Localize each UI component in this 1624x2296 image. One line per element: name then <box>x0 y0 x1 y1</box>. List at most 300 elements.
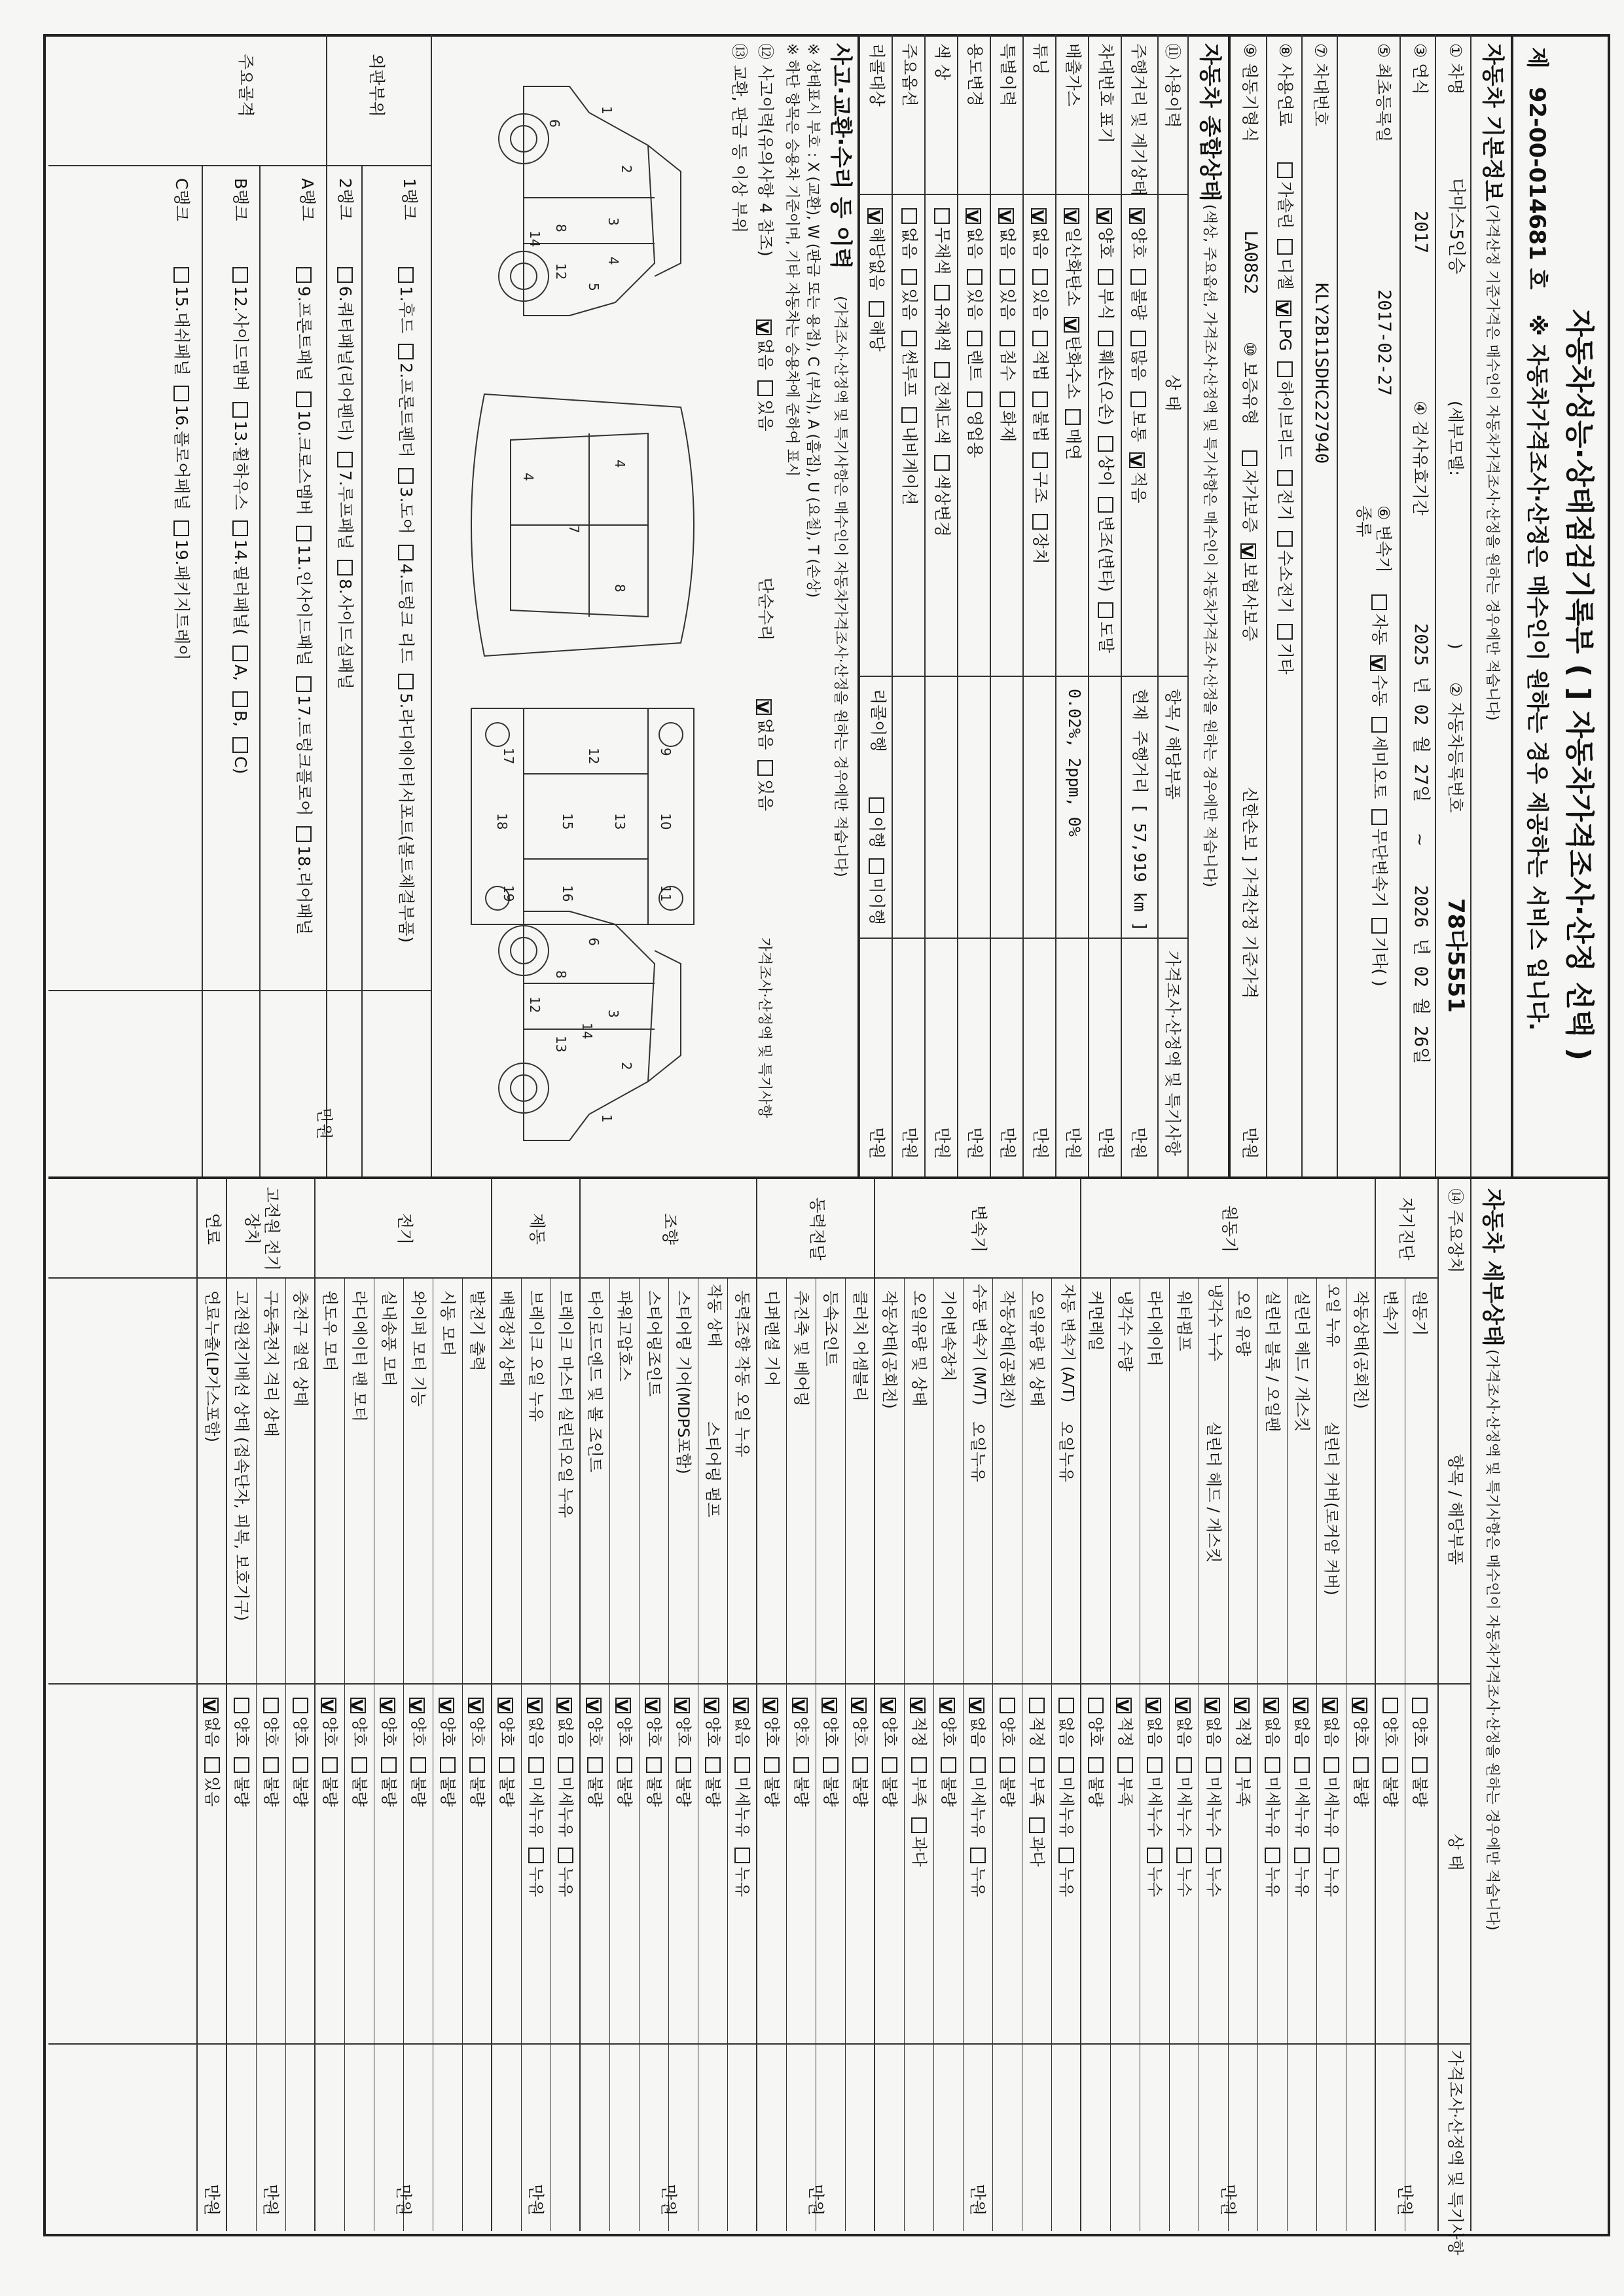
detail-state-option-label: 양호 <box>851 1717 869 1747</box>
summary-heading: 자동차 종합상태 <box>1197 43 1223 202</box>
detail-state-option-label: 양호 <box>497 1717 516 1747</box>
fuel-checkbox[interactable] <box>1276 301 1291 316</box>
detail-state-option-label: 불량 <box>468 1776 486 1807</box>
detail-group-label: 고전원 전기장치 <box>243 1186 282 1271</box>
detail-item-label: 추진축 및 베어링 <box>792 1290 810 1407</box>
summary-row-option-label: 유채색 <box>933 304 952 352</box>
rankB-checkbox[interactable] <box>232 646 248 661</box>
recall-status-checkbox[interactable] <box>869 858 884 874</box>
detail-state-checkbox[interactable] <box>1147 1757 1163 1773</box>
detail-row-divider <box>1228 1277 1229 2231</box>
diagram-part-number: 3 <box>605 217 621 226</box>
diagram-part-number: 6 <box>547 119 562 128</box>
accident-history-checkbox[interactable] <box>756 319 772 335</box>
detail-state-checkbox[interactable] <box>1293 1698 1308 1713</box>
detail-state-checkbox[interactable] <box>528 1848 544 1863</box>
accident-history-option-label: 있음 <box>756 399 775 431</box>
detail-item-label: 충전구 절연 상태 <box>291 1290 310 1407</box>
detail-state-checkbox[interactable] <box>1382 1698 1398 1713</box>
rankB-checkbox[interactable] <box>232 691 248 707</box>
rankA-label: A랭크 <box>298 178 317 221</box>
detail-state-checkbox[interactable] <box>1206 1848 1221 1863</box>
detail-state-checkbox[interactable] <box>1088 1757 1104 1773</box>
detail-state-option-label: 없음 <box>733 1717 751 1747</box>
detail-state-checkbox[interactable] <box>1176 1757 1192 1773</box>
summary-row-checkbox[interactable] <box>1130 331 1146 346</box>
summary-row-checkbox[interactable] <box>1065 409 1081 425</box>
rankB-checkbox[interactable] <box>232 402 248 418</box>
summary-row-checkbox[interactable] <box>934 362 950 378</box>
detail-state-checkbox[interactable] <box>1176 1848 1192 1863</box>
detail-state-checkbox[interactable] <box>674 1698 690 1713</box>
detail-state-checkbox[interactable] <box>439 1698 454 1713</box>
detail-state-option-label: 불량 <box>645 1776 663 1807</box>
detail-state-checkbox[interactable] <box>587 1757 603 1773</box>
detail-state-option-label: 불량 <box>321 1776 339 1807</box>
rank1-checkbox[interactable] <box>398 267 414 283</box>
summary-row-option-label: 탄화수소 <box>1064 335 1083 399</box>
detail-state-checkbox[interactable] <box>234 1698 249 1713</box>
detail-state-checkbox[interactable] <box>468 1698 484 1713</box>
detail-state-checkbox[interactable] <box>1116 1698 1132 1713</box>
detail-state-checkbox[interactable] <box>409 1698 425 1713</box>
detail-state-checkbox[interactable] <box>410 1757 426 1773</box>
detail-state-options <box>350 1687 369 1807</box>
fuel-checkbox[interactable] <box>1277 239 1293 255</box>
summary-row-checkbox[interactable] <box>1000 269 1015 285</box>
summary-row-unit: 만원 <box>1031 1127 1050 1159</box>
summary-row-checkbox[interactable] <box>967 392 983 407</box>
summary-row-checkbox[interactable] <box>1032 331 1048 346</box>
summary-row-options <box>867 198 886 352</box>
summary-row-checkbox[interactable] <box>965 208 981 224</box>
detail-state-checkbox[interactable] <box>1263 1698 1279 1713</box>
detail-state-checkbox[interactable] <box>939 1698 955 1713</box>
rankA-checkbox[interactable] <box>296 826 312 842</box>
rankB-label: B랭크 <box>231 178 250 221</box>
summary-row-checkbox[interactable] <box>967 269 983 285</box>
detail-state-option-label: 양호 <box>1087 1717 1105 1747</box>
detail-state-checkbox[interactable] <box>880 1698 896 1713</box>
detail-group-unit: 만원 <box>806 2184 825 2216</box>
detail-state-option-label: 미세누유 <box>969 1776 987 1838</box>
detail-row-divider <box>963 1277 964 2231</box>
transmission-option-label: 자동 <box>1370 613 1389 646</box>
detail-state-options <box>1056 1687 1075 1897</box>
rankA-checkbox[interactable] <box>296 526 312 541</box>
detail-state-checkbox[interactable] <box>821 1698 837 1713</box>
detail-state-checkbox[interactable] <box>499 1757 514 1773</box>
detail-state-checkbox[interactable] <box>792 1698 808 1713</box>
detail-state-checkbox[interactable] <box>704 1698 719 1713</box>
summary-row-options <box>1096 198 1115 653</box>
detail-state-checkbox[interactable] <box>646 1757 662 1773</box>
rankB-checkbox[interactable] <box>232 737 248 753</box>
detail-group-unit: 만원 <box>659 2184 678 2216</box>
summary-row-label: 배출가스 <box>1064 43 1083 107</box>
detail-state-option-label: 있음 <box>203 1776 221 1807</box>
detail-state-option-label: 양호 <box>409 1717 427 1747</box>
summary-row-checkbox[interactable] <box>967 331 983 346</box>
detail-state-checkbox[interactable] <box>1324 1848 1339 1863</box>
summary-row-option-label: 내비게이션 <box>900 426 919 505</box>
simple-repair-checkbox[interactable] <box>757 760 773 776</box>
detail-state-checkbox[interactable] <box>1000 1698 1015 1713</box>
rankA-items <box>291 257 317 977</box>
rankC-label: C랭크 <box>172 178 191 221</box>
detail-state-checkbox[interactable] <box>1265 1848 1280 1863</box>
detail-state-checkbox[interactable] <box>322 1757 338 1773</box>
rank1-checkbox[interactable] <box>398 468 414 484</box>
detail-state-checkbox[interactable] <box>1088 1698 1104 1713</box>
fuel-checkbox[interactable] <box>1277 624 1293 640</box>
rank1-checkbox[interactable] <box>398 545 414 560</box>
detail-state-option-label: 양호 <box>586 1717 604 1747</box>
detail-state-checkbox[interactable] <box>556 1698 572 1713</box>
detail-state-checkbox[interactable] <box>969 1698 984 1713</box>
summary-row-checkbox[interactable] <box>1098 436 1113 452</box>
detail-state-checkbox[interactable] <box>1206 1757 1221 1773</box>
detail-state-checkbox[interactable] <box>1265 1757 1280 1773</box>
rank1-item-label: 1.후드 <box>397 286 416 334</box>
detail-item-label: 오일유량 및 상태 <box>1028 1290 1046 1407</box>
detail-state-checkbox[interactable] <box>586 1698 602 1713</box>
detail-state-checkbox[interactable] <box>1412 1757 1428 1773</box>
right-pane <box>48 1179 1610 2255</box>
diagram-part-number: 3 <box>605 1010 621 1018</box>
detail-state-checkbox[interactable] <box>558 1757 573 1773</box>
detail-state-checkbox[interactable] <box>1058 1698 1074 1713</box>
fuel-option-label: 가솔린 <box>1276 181 1295 229</box>
summary-row-checkbox[interactable] <box>901 208 917 224</box>
detail-state-checkbox[interactable] <box>234 1757 249 1773</box>
rank2-checkbox[interactable] <box>337 452 353 467</box>
summary-row-checkbox[interactable] <box>1098 497 1113 513</box>
summary-row-checkbox[interactable] <box>1032 392 1048 407</box>
summary-row-checkbox[interactable] <box>901 407 917 423</box>
detail-row-divider <box>609 1277 610 2231</box>
recall-status-checkbox[interactable] <box>869 797 884 813</box>
detail-state-checkbox[interactable] <box>823 1757 839 1773</box>
detail-state-checkbox[interactable] <box>852 1757 868 1773</box>
diagram-part-number: 16 <box>560 885 575 902</box>
detail-state-checkbox[interactable] <box>970 1757 986 1773</box>
detail-state-checkbox[interactable] <box>497 1698 513 1713</box>
summary-row-checkbox[interactable] <box>934 455 950 471</box>
state-col-label: 상 태 <box>1163 374 1182 412</box>
basic-info-heading: 자동차 기본정보 <box>1479 43 1506 202</box>
detail-state-option-label: 양호 <box>674 1717 693 1747</box>
detail-state-checkbox[interactable] <box>1294 1848 1310 1863</box>
summary-row-option-label: 적법 <box>1031 349 1050 381</box>
simple-repair-option-label: 없음 <box>756 718 775 750</box>
rank1-checkbox[interactable] <box>398 674 414 689</box>
detail-state-checkbox[interactable] <box>941 1757 956 1773</box>
detail-state-checkbox[interactable] <box>851 1698 867 1713</box>
summary-row-checkbox[interactable] <box>867 208 883 224</box>
detail-state-options <box>821 1687 840 1807</box>
detail-item-label: 시동 모터 <box>439 1290 457 1357</box>
detail-item-label: 고전원전기배선 상태 (접속단자, 피복, 보호기구) <box>232 1290 251 1621</box>
summary-row-checkbox[interactable] <box>1098 269 1113 285</box>
warranty-checkbox[interactable] <box>1240 543 1256 559</box>
detail-state-option-label: 미세누유 <box>1263 1776 1282 1838</box>
inspection-sheet <box>46 34 1610 2255</box>
detail-state-checkbox[interactable] <box>321 1698 336 1713</box>
summary-row-divider <box>1055 34 1056 1176</box>
detail-state-checkbox[interactable] <box>263 1698 279 1713</box>
detail-state-options <box>615 1687 634 1807</box>
detail-state-checkbox[interactable] <box>676 1757 691 1773</box>
detail-item-label: 타이로드엔드 및 볼 조인트 <box>586 1290 604 1472</box>
detail-state-checkbox[interactable] <box>882 1757 897 1773</box>
detail-state-checkbox[interactable] <box>263 1757 279 1773</box>
detail-state-checkbox[interactable] <box>352 1757 367 1773</box>
detail-state-checkbox[interactable] <box>910 1698 926 1713</box>
detail-state-option-label: 없음 <box>969 1717 987 1747</box>
detail-state-option-label: 양호 <box>1411 1717 1429 1747</box>
transmission-close: ) <box>1370 975 1389 987</box>
diagram-part-number: 12 <box>527 996 543 1013</box>
detail-state-checkbox[interactable] <box>970 1848 986 1863</box>
summary-row-checkbox[interactable] <box>934 208 950 224</box>
rankA-checkbox[interactable] <box>296 676 312 692</box>
rankC-checkbox[interactable] <box>173 386 189 401</box>
detail-state-checkbox[interactable] <box>645 1698 660 1713</box>
detail-state-checkbox[interactable] <box>911 1817 927 1833</box>
summary-row-checkbox[interactable] <box>1129 452 1145 468</box>
detail-state-option-label: 불량 <box>998 1776 1017 1807</box>
transmission-checkbox[interactable] <box>1370 655 1386 671</box>
detail-item-label: 발전기 출력 <box>468 1290 486 1372</box>
summary-row-checkbox[interactable] <box>1064 208 1079 224</box>
summary-row-option-label: 있음 <box>965 288 984 320</box>
accident-history-checkbox[interactable] <box>757 380 773 396</box>
diagram-part-number: 10 <box>658 813 674 830</box>
summary-row-checkbox[interactable] <box>1032 269 1048 285</box>
summary-col-divider <box>860 676 1189 677</box>
detail-state-checkbox[interactable] <box>381 1757 397 1773</box>
usage-col-label: ⑪ 사용이력 <box>1163 43 1182 128</box>
vin-label: ⑦ 차대번호 <box>1311 43 1330 126</box>
summary-row-checkbox[interactable] <box>998 208 1014 224</box>
detail-state-checkbox[interactable] <box>1029 1698 1045 1713</box>
detail-state-checkbox[interactable] <box>1146 1698 1161 1713</box>
detail-state-checkbox[interactable] <box>763 1698 778 1713</box>
detail-state-checkbox[interactable] <box>1175 1698 1191 1713</box>
detail-state-checkbox[interactable] <box>1058 1848 1074 1863</box>
rankB-checkbox[interactable] <box>232 520 248 536</box>
detail-state-checkbox[interactable] <box>1353 1757 1369 1773</box>
rankC-checkbox[interactable] <box>173 520 189 536</box>
price-col-label: 가격조사·산정액 및 특기사항 <box>1163 951 1182 1156</box>
detail-state-checkbox[interactable] <box>733 1698 749 1713</box>
engine-type-value: LA08S2 <box>1240 230 1261 295</box>
detail-state-checkbox[interactable] <box>1352 1698 1367 1713</box>
summary-row-checkbox[interactable] <box>1096 208 1112 224</box>
detail-state-checkbox[interactable] <box>1324 1757 1339 1773</box>
transmission-checkbox[interactable] <box>1371 809 1387 825</box>
detail-state-options <box>1086 1687 1105 1807</box>
detail-row-divider <box>933 1277 934 2231</box>
detail-group-label: 동력전달 <box>808 1197 827 1261</box>
detail-row-divider <box>521 1277 522 2231</box>
detail-state-checkbox[interactable] <box>528 1757 544 1773</box>
transmission-option-label: 무단변속기 <box>1370 828 1389 907</box>
rankA-checkbox[interactable] <box>296 392 312 407</box>
diagram-part-number: 9 <box>658 748 674 756</box>
detail-state-checkbox[interactable] <box>469 1757 485 1773</box>
rankB-checkbox[interactable] <box>232 267 248 283</box>
detail-state-options <box>526 1687 545 1897</box>
summary-row-checkbox[interactable] <box>1098 331 1113 346</box>
detail-state-checkbox[interactable] <box>1147 1848 1163 1863</box>
detail-state-option-label: 양호 <box>998 1717 1017 1747</box>
summary-row-checkbox[interactable] <box>1098 602 1113 618</box>
detail-state-checkbox[interactable] <box>1204 1698 1220 1713</box>
detail-item-label: 라디에이터 팬 모터 <box>350 1290 369 1422</box>
detail-state-checkbox[interactable] <box>558 1848 573 1863</box>
rankA-checkbox[interactable] <box>296 267 312 283</box>
rankC-item-label: 19.패키지트레이 <box>172 539 191 661</box>
detail-group-label: 제동 <box>528 1212 547 1245</box>
detail-state-option-label: 양호 <box>262 1717 280 1747</box>
recall-status-options <box>867 787 886 925</box>
diagram-part-number: 2 <box>619 165 634 173</box>
detail-state-checkbox[interactable] <box>617 1757 632 1773</box>
summary-row-label: 주행거리 및 계기상태 <box>1129 43 1148 196</box>
detail-state-checkbox[interactable] <box>734 1848 750 1863</box>
detail-item-label: 스티어링 기어(MDPS포함) <box>674 1290 693 1474</box>
detail-state-option-label: 누유 <box>1293 1867 1311 1897</box>
detail-state-option-label: 적정 <box>1028 1717 1046 1747</box>
summary-row-label: 특별이력 <box>998 43 1017 107</box>
summary-row-checkbox[interactable] <box>869 301 884 317</box>
transmission-checkbox[interactable] <box>1371 594 1387 610</box>
fuel-checkbox[interactable] <box>1277 531 1293 547</box>
summary-row-checkbox[interactable] <box>901 331 917 346</box>
detail-state-option-label: 불량 <box>704 1776 722 1807</box>
detail-state-checkbox[interactable] <box>1412 1698 1428 1713</box>
transmission-checkbox[interactable] <box>1371 918 1387 934</box>
detail-state-checkbox[interactable] <box>911 1757 927 1773</box>
detail-state-checkbox[interactable] <box>705 1757 721 1773</box>
detail-state-checkbox[interactable] <box>527 1698 543 1713</box>
detail-subgroup-label: 수동 변속기 (M/T) <box>971 1284 988 1406</box>
summary-row-checkbox[interactable] <box>1031 208 1047 224</box>
detail-state-checkbox[interactable] <box>203 1698 219 1713</box>
detail-state-checkbox[interactable] <box>764 1757 780 1773</box>
detail-state-checkbox[interactable] <box>793 1757 809 1773</box>
summary-row-checkbox[interactable] <box>1032 514 1048 530</box>
simple-repair-checkbox[interactable] <box>756 699 772 715</box>
detail-state-checkbox[interactable] <box>734 1757 750 1773</box>
detail-subgroup-label: 자동 변속기 (A/T) <box>1059 1284 1076 1403</box>
detail-row-divider <box>845 1277 846 2231</box>
accident-note: (가격조사·산정액 및 특기사항은 매수인이 자동차가격조사·산정을 원하는 경우에만 적습니다) <box>832 296 848 877</box>
detail-item-label: 오일 유량 <box>1234 1290 1252 1357</box>
rankB-item-label: B, <box>231 710 250 727</box>
detail-state-checkbox[interactable] <box>1117 1757 1133 1773</box>
detail-state-checkbox[interactable] <box>615 1698 631 1713</box>
detail-row-divider <box>256 1277 257 2231</box>
summary-row-checkbox[interactable] <box>1130 392 1146 407</box>
detail-state-checkbox[interactable] <box>1234 1698 1250 1713</box>
fuel-checkbox[interactable] <box>1277 162 1293 178</box>
detail-state-checkbox[interactable] <box>1000 1757 1015 1773</box>
engine-type-label: ⑨ 원동기형식 <box>1240 43 1259 143</box>
summary-row-unit: 만원 <box>1064 1127 1083 1159</box>
warranty-checkbox[interactable] <box>1242 450 1257 466</box>
rank1-item-label: 2.프론트펜더 <box>397 363 416 458</box>
summary-row-checkbox[interactable] <box>1130 269 1146 285</box>
summary-row-option-label: 부식 <box>1096 288 1115 320</box>
rank2-checkbox[interactable] <box>337 267 353 283</box>
detail-state-checkbox[interactable] <box>204 1757 220 1773</box>
abnormal-parts-label: ⑬ 교환, 판금 등 이상 부위 <box>730 43 749 234</box>
detail-state-checkbox[interactable] <box>1029 1757 1045 1773</box>
detail-state-options <box>1174 1687 1193 1897</box>
summary-row-checkbox[interactable] <box>1000 331 1015 346</box>
detail-state-checkbox[interactable] <box>1058 1757 1074 1773</box>
rank2-checkbox[interactable] <box>337 560 353 575</box>
transmission-checkbox[interactable] <box>1371 717 1387 733</box>
detail-state-option-label: 불량 <box>1411 1776 1429 1807</box>
detail-state-options <box>1380 1687 1399 1807</box>
summary-row-checkbox[interactable] <box>901 269 917 285</box>
detail-item-label: 디퍼렌셜 기어 <box>763 1290 781 1387</box>
detail-state-checkbox[interactable] <box>293 1698 308 1713</box>
detail-item-label: 스티어링 펌프 <box>704 1421 722 1518</box>
detail-state-checkbox[interactable] <box>1382 1757 1398 1773</box>
summary-row-checkbox[interactable] <box>1000 392 1015 407</box>
detail-state-options <box>1410 1687 1429 1807</box>
rank2-item-label: 7.루프패널 <box>336 470 355 550</box>
detail-state-checkbox[interactable] <box>1322 1698 1338 1713</box>
transmission-option-label: 세미오토 <box>1370 735 1389 799</box>
detail-state-options <box>438 1687 457 1807</box>
detail-state-checkbox[interactable] <box>1029 1817 1045 1833</box>
diagram-part-number: 1 <box>599 106 615 115</box>
fuel-checkbox[interactable] <box>1277 361 1293 377</box>
detail-state-checkbox[interactable] <box>350 1698 366 1713</box>
rank1-checkbox[interactable] <box>398 344 414 359</box>
detail-state-checkbox[interactable] <box>380 1698 395 1713</box>
fuel-checkbox[interactable] <box>1277 470 1293 486</box>
detail-state-option-label: 누수 <box>1146 1867 1164 1897</box>
detail-state-options <box>850 1687 869 1807</box>
detail-state-checkbox[interactable] <box>1294 1757 1310 1773</box>
detail-state-checkbox[interactable] <box>293 1757 308 1773</box>
diagram-part-number: 2 <box>619 1062 634 1070</box>
rankC-checkbox[interactable] <box>173 267 189 283</box>
detail-state-option-label: 누유 <box>969 1867 987 1897</box>
detail-state-checkbox[interactable] <box>440 1757 456 1773</box>
detail-item-label: 라디에이터 <box>1146 1290 1164 1366</box>
summary-row-checkbox[interactable] <box>1129 208 1145 224</box>
summary-row-unit: 만원 <box>998 1127 1017 1159</box>
summary-row-option-label: 양호 <box>1129 227 1148 259</box>
detail-state-checkbox[interactable] <box>1235 1757 1251 1773</box>
detail-group-label: 조향 <box>660 1212 679 1245</box>
summary-row-checkbox[interactable] <box>1032 452 1048 468</box>
detail-state-options <box>1292 1687 1311 1897</box>
detail-item-label: 클러치 어셈블리 <box>851 1290 869 1402</box>
summary-row-unit: 만원 <box>965 1127 984 1159</box>
summary-row-checkbox[interactable] <box>1064 317 1079 333</box>
summary-row-checkbox[interactable] <box>934 285 950 301</box>
side-view-left <box>499 86 681 316</box>
